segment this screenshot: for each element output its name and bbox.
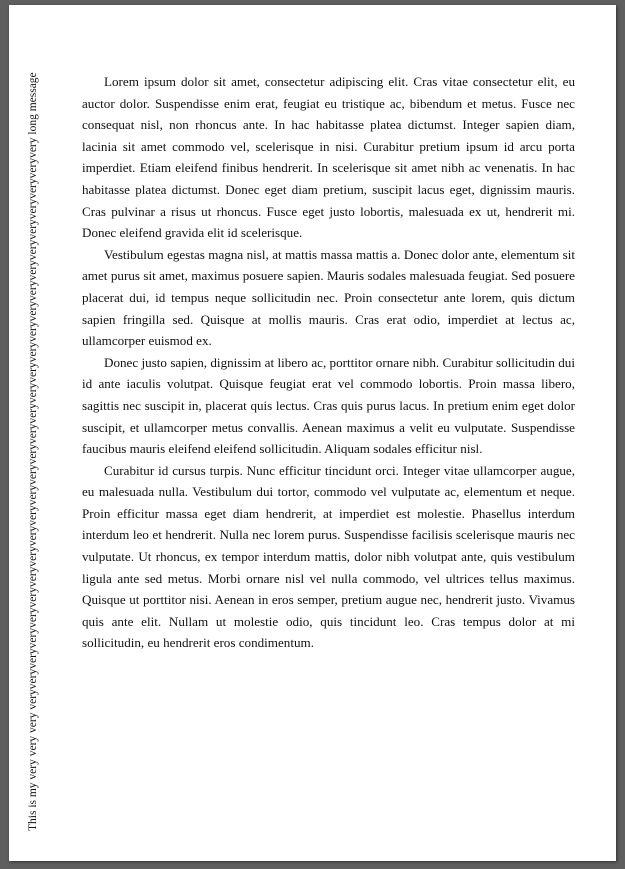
margin-note: This is my very very very veryveryveryveryveryveryveryveryveryveryveryveryveryveryveryveryveryveryveryveryveryveryveryveryveryveryveryvery long message bbox=[27, 72, 39, 831]
document-page bbox=[9, 5, 616, 861]
paragraph: Lorem ipsum dolor sit amet, consectetur adipiscing elit. Cras vitae consectetur elit, eu auctor dolor. Suspendisse enim erat, feugiat eu tristique ac, bibendum et metus. Fusce nec consequat nisl, non rhoncus ante. In hac habitasse platea dictumst. Integer sapien diam, lacinia sit amet commodo vel, scelerisque in nisi. Curabitur pretium ipsum id arcu porta imperdiet. Etiam eleifend finibus hendrerit. In scelerisque sit amet nibh ac venenatis. In hac habitasse platea dictumst. Donec eget diam pretium, suscipit lacus eget, dignissim mauris. Cras pulvinar a risus ut rhoncus. Fusce eget justo lobortis, malesuada ex ut, hendrerit mi. Donec eleifend gravida elit id scelerisque. bbox=[82, 74, 575, 241]
paragraph: Vestibulum egestas magna nisl, at mattis massa mattis a. Donec dolor ante, elementum sit amet purus sit amet, maximus posuere sapien. Mauris sodales malesuada feugiat. Sed posuere placerat dui, id tempus neque sollicitudin nec. Proin consectetur ante lorem, quis dictum sapien fringilla sed. Quisque at mollis mauris. Cras erat odio, imperdiet at lectus ac, ullamcorper euismod ex. bbox=[82, 246, 575, 349]
body-text bbox=[82, 71, 575, 654]
paragraph: Donec justo sapien, dignissim at libero ac, porttitor ornare nibh. Curabitur sollicitudin dui id ante iaculis volutpat. Quisque feugiat erat vel commodo lobortis. Proin massa libero, sagittis nec suscipit in, placerat quis lectus. Cras quis purus lacus. In pretium enim eget dolor suscipit, et ullamcorper metus convallis. Aenean maximus a velit eu vulputate. Suspendisse faucibus mauris eleifend eleifend sollicitudin. Aliquam sodales efficitur nisl. bbox=[82, 354, 575, 457]
paragraph: Curabitur id cursus turpis. Nunc efficitur tincidunt orci. Integer vitae ullamcorper augue, eu malesuada nulla. Vestibulum dui tortor, commodo vel vulputate ac, elementum et neque. Proin efficitur massa eget diam hendrerit, at imperdiet est molestie. Phasellus interdum interdum leo et hendrerit. Nulla nec lorem purus. Suspendisse facilisis scelerisque mauris nec vulputate. Ut rhoncus, ex tempor interdum mattis, dolor nibh volutpat ante, quis vestibulum ligula ante sed metus. Morbi ornare nisl vel nulla commodo, vel ultrices tellus maximus. Quisque ut porttitor nisi. Aenean in eros semper, pretium augue nec, hendrerit justo. Vivamus quis ante elit. Nullam ut molestie odio, quis tincidunt leo. Cras tempus dolor at mi sollicitudin, eu hendrerit eros condimentum. bbox=[82, 462, 575, 651]
